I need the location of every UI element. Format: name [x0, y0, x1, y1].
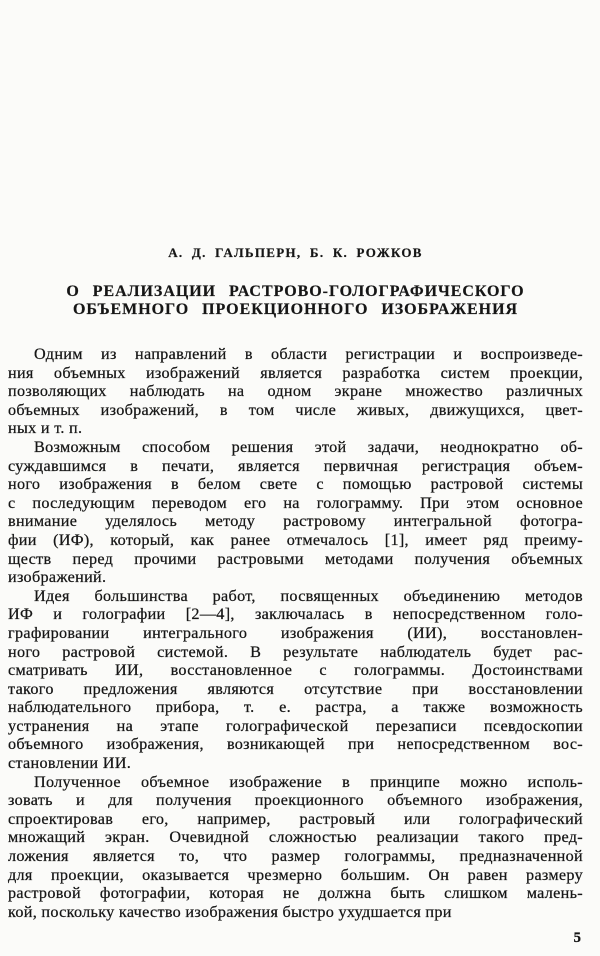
text-line: Идея большинства работ, посвященных объединению методов: [34, 586, 583, 605]
text-line: становлении ИИ.: [8, 754, 132, 773]
paragraph: [8, 438, 583, 587]
text-line: ных и т. п.: [8, 419, 83, 438]
article-title-line-2: ОБЪЕМНОГО ПРОЕКЦИОННОГО ИЗОБРАЖЕНИЯ: [72, 301, 519, 318]
text-line: для проекции, оказывается чрезмерно большим. Он равен размеру: [8, 865, 583, 884]
text-line: изображений.: [8, 568, 107, 587]
article-body: [8, 345, 583, 921]
text-line: объемного изображения, возникающей при непосредственном вос-: [8, 735, 583, 754]
text-line: Одним из направлений в области регистрации и воспроизведе-: [34, 345, 583, 363]
text-line: ния объемных изображений является разработка систем проекции,: [8, 363, 583, 382]
paragraph: [8, 345, 583, 438]
text-line: множащий экран. Очевидной сложностью реализации такого пред-: [8, 828, 583, 847]
text-line: зовать и для получения проекционного объемного изображения,: [8, 791, 583, 810]
text-line: сматривать ИИ, восстановленное с голограммы. Достоинствами: [8, 661, 583, 680]
text-line: устранения на этапе голографической перезаписи псевдоскопии: [8, 716, 583, 735]
text-line: наблюдательного прибора, т. е. растра, а также возможность: [8, 698, 583, 717]
page-number: 5: [573, 930, 581, 946]
text-line: такого предложения являются отсутствие при восстановлении: [8, 679, 583, 698]
text-line: ществ перед прочими растровыми методами получения объемных: [8, 549, 583, 568]
text-line: ного изображения в белом свете с помощью растровой системы: [8, 475, 583, 494]
text-line: позволяющих наблюдать на одном экране множество различных: [8, 382, 583, 401]
text-line: фии (ИФ), который, как ранее отмечалось [1], имеет ряд преиму-: [8, 530, 583, 549]
text-line: суждавшимся в печати, является первичная регистрация объем-: [8, 456, 583, 475]
text-line: растровой фотографии, которая не должна быть слишком малень-: [8, 884, 583, 903]
text-line: с последующим переводом его на голограмму. При этом основное: [8, 493, 583, 512]
paragraph: [8, 587, 583, 773]
text-line: ного растровой системой. В результате наблюдатель будет рас-: [8, 642, 583, 661]
text-line: кой, поскольку качество изображения быстро ухудшается при: [8, 902, 452, 921]
text-line: внимание уделялось методу растровому интегральной фотогра-: [8, 512, 583, 531]
article-title: [8, 283, 583, 319]
text-line: ложения является то, что размер голограммы, предназначенной: [8, 847, 583, 866]
text-line: графировании интегрального изображения (ИИ), восстановлен-: [8, 623, 583, 642]
text-line: Полученное объемное изображение в принципе можно исполь-: [34, 772, 583, 791]
text-line: спроектировав его, например, растровый или голографический: [8, 809, 583, 828]
paragraph: [8, 773, 583, 922]
text-line: Возможным способом решения этой задачи, неоднократно об-: [34, 437, 583, 456]
authors-line: А. Д. ГАЛЬПЕРН, Б. К. РОЖКОВ: [168, 245, 423, 260]
text-line: ИФ и голографии [2—4], заключалась в непосредственном голо-: [8, 605, 583, 624]
text-line: объемных изображений, в том числе живых, движущихся, цвет-: [8, 400, 583, 419]
article-title-line-1: О РЕАЛИЗАЦИИ РАСТРОВО-ГОЛОГРАФИЧЕСКОГО: [66, 283, 525, 300]
